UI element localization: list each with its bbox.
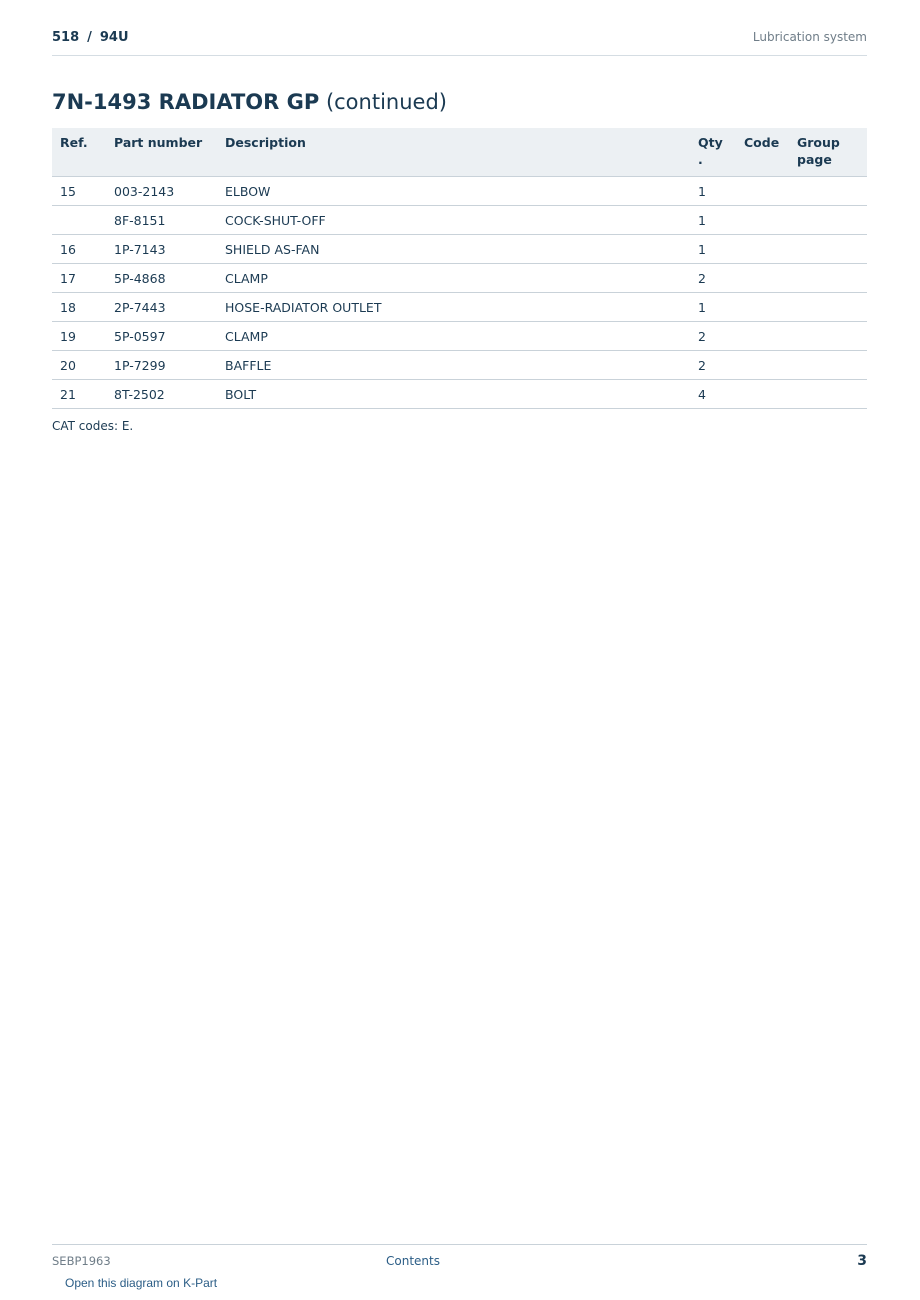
col-qty — [690, 128, 736, 177]
cell-description: CLAMP — [217, 322, 690, 351]
col-part-number: Part number — [106, 128, 217, 177]
cell-group-page — [789, 293, 867, 322]
cell-ref — [52, 206, 106, 235]
cell-description: ELBOW — [217, 177, 690, 206]
title-suffix: (continued) — [325, 90, 447, 114]
cell-part-number: 1P-7143 — [106, 235, 217, 264]
table-row — [52, 206, 867, 235]
table-row — [52, 293, 867, 322]
document-id: SEBP1963 — [52, 1254, 111, 1268]
page-footer — [52, 1244, 867, 1275]
cell-qty: 1 — [690, 206, 736, 235]
cell-ref: 18 — [52, 293, 106, 322]
cell-code — [736, 206, 789, 235]
cell-qty: 4 — [690, 380, 736, 409]
kpart-link[interactable]: Open this diagram on K-Part — [65, 1276, 218, 1290]
cell-ref: 20 — [52, 351, 106, 380]
table-row — [52, 351, 867, 380]
table-row — [52, 235, 867, 264]
parts-table — [52, 128, 867, 409]
cell-description: BOLT — [217, 380, 690, 409]
cell-group-page — [789, 177, 867, 206]
model-number: 518 — [52, 30, 80, 45]
page-title — [52, 90, 447, 114]
cell-code — [736, 264, 789, 293]
cell-code — [736, 235, 789, 264]
cell-description: HOSE-RADIATOR OUTLET — [217, 293, 690, 322]
cell-description: CLAMP — [217, 264, 690, 293]
table-body — [52, 177, 867, 409]
cell-group-page — [789, 235, 867, 264]
cell-group-page — [789, 380, 867, 409]
cell-qty: 1 — [690, 177, 736, 206]
page-number: 3 — [857, 1253, 867, 1269]
cell-qty: 2 — [690, 322, 736, 351]
cell-code — [736, 293, 789, 322]
cell-group-page — [789, 206, 867, 235]
table-row — [52, 177, 867, 206]
cell-part-number: 2P-7443 — [106, 293, 217, 322]
cell-group-page — [789, 351, 867, 380]
cell-description: SHIELD AS-FAN — [217, 235, 690, 264]
contents-link[interactable]: Contents — [386, 1254, 440, 1268]
title-main: 7N-1493 RADIATOR GP — [52, 90, 320, 114]
cat-codes-note: CAT codes: E. — [52, 419, 134, 433]
cell-code — [736, 351, 789, 380]
cell-description: BAFFLE — [217, 351, 690, 380]
cell-ref: 19 — [52, 322, 106, 351]
section-name: Lubrication system — [752, 30, 867, 44]
header-separator: / — [87, 30, 92, 45]
cell-part-number: 003-2143 — [106, 177, 217, 206]
cell-description: COCK-SHUT-OFF — [217, 206, 690, 235]
table-row — [52, 380, 867, 409]
cell-part-number: 1P-7299 — [106, 351, 217, 380]
cell-ref: 15 — [52, 177, 106, 206]
cell-ref: 16 — [52, 235, 106, 264]
cell-part-number: 5P-0597 — [106, 322, 217, 351]
cell-group-page — [789, 322, 867, 351]
model-series — [52, 30, 129, 45]
cell-code — [736, 380, 789, 409]
col-ref: Ref. — [52, 128, 106, 177]
col-qty-line2: . — [698, 152, 703, 167]
cell-part-number: 8T-2502 — [106, 380, 217, 409]
col-group-line2: page — [797, 152, 832, 167]
col-group-line1: Group — [797, 135, 840, 150]
cell-qty: 2 — [690, 351, 736, 380]
table-row — [52, 322, 867, 351]
col-description: Description — [217, 128, 690, 177]
col-group-page — [789, 128, 867, 177]
series-code: 94U — [99, 30, 129, 45]
table-row — [52, 264, 867, 293]
cell-ref: 21 — [52, 380, 106, 409]
cell-part-number: 8F-8151 — [106, 206, 217, 235]
col-qty-line1: Qty — [698, 135, 723, 150]
cell-part-number: 5P-4868 — [106, 264, 217, 293]
cell-group-page — [789, 264, 867, 293]
page-header — [52, 28, 867, 56]
col-code: Code — [736, 128, 789, 177]
cell-qty: 1 — [690, 293, 736, 322]
cell-qty: 2 — [690, 264, 736, 293]
cell-ref: 17 — [52, 264, 106, 293]
cell-code — [736, 322, 789, 351]
cell-code — [736, 177, 789, 206]
table-header-row — [52, 128, 867, 177]
cell-qty: 1 — [690, 235, 736, 264]
